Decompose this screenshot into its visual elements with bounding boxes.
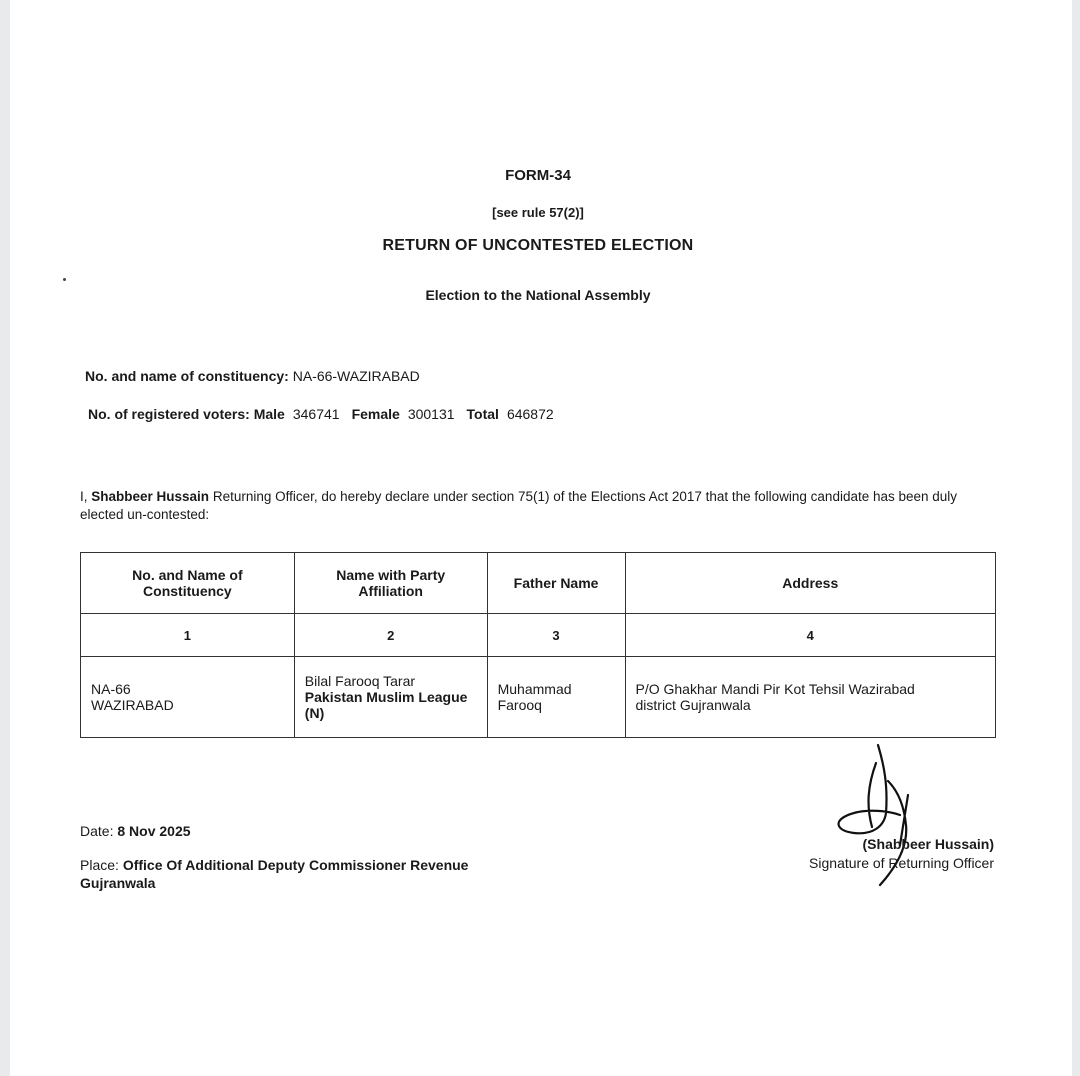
father-last-name: Farooq [497, 697, 542, 713]
cell-constituency [81, 657, 295, 738]
date-line [80, 823, 191, 839]
constituency-line [85, 368, 420, 384]
male-count: 346741 [292, 406, 340, 422]
form-heading: RETURN OF UNCONTESTED ELECTION [382, 237, 694, 254]
place-line [80, 856, 520, 892]
signature-label: Signature of Returning Officer [809, 855, 994, 871]
column-number: 3 [487, 614, 625, 657]
male-label: Male [253, 406, 285, 422]
constituency-name: WAZIRABAD [91, 697, 174, 713]
total-count: 646872 [506, 406, 554, 422]
declaration-paragraph [80, 488, 995, 524]
female-count: 300131 [407, 406, 455, 422]
declaration-text: Returning Officer, do hereby declare under section 75(1) of the Elections Act 2017 that the following candidate has been duly elected un-contested: [80, 489, 958, 522]
place-value: Office Of Additional Deputy Commissioner Revenue Gujranwala [80, 857, 469, 891]
voters-label: No. of registered voters: [88, 406, 250, 422]
table-number-row [81, 614, 996, 657]
form-rule-reference: [see rule 57(2)] [492, 205, 584, 220]
address-line-2: district Gujranwala [635, 697, 751, 713]
header-name-party: Name with Party Affiliation [294, 553, 487, 614]
constituency-value: NA-66-WAZIRABAD [292, 368, 420, 384]
signatory-name: (Shabbeer Hussain) [862, 836, 994, 852]
place-label: Place: [80, 857, 119, 873]
party-affiliation: Pakistan Muslim League (N) [304, 689, 468, 721]
address-line-1: P/O Ghakhar Mandi Pir Kot Tehsil Wazirabad [635, 681, 915, 697]
candidate-name: Bilal Farooq Tarar [304, 673, 416, 689]
date-value: 8 Nov 2025 [117, 823, 191, 839]
header-address: Address [625, 553, 996, 614]
cell-father-name [487, 657, 625, 738]
header-father-name: Father Name [487, 553, 625, 614]
officer-name: Shabbeer Hussain [91, 489, 210, 504]
scan-speck [63, 278, 66, 281]
table-header-row [81, 553, 996, 614]
table-row [81, 657, 996, 738]
constituency-label: No. and name of constituency: [85, 368, 289, 384]
form-number: FORM-34 [505, 167, 571, 184]
cell-candidate [294, 657, 487, 738]
column-number: 1 [81, 614, 295, 657]
document-page [10, 0, 1072, 1076]
column-number: 2 [294, 614, 487, 657]
constituency-code: NA-66 [91, 681, 131, 697]
cell-address [625, 657, 996, 738]
date-label: Date: [80, 823, 114, 839]
registered-voters-line [88, 406, 566, 422]
results-table [80, 552, 996, 738]
declaration-prefix: I, [80, 489, 92, 504]
total-label: Total [466, 406, 499, 422]
election-type: Election to the National Assembly [425, 287, 651, 303]
female-label: Female [351, 406, 400, 422]
column-number: 4 [625, 614, 996, 657]
father-first-name: Muhammad [497, 681, 572, 697]
handwritten-signature [828, 735, 938, 895]
header-constituency: No. and Name of Constituency [81, 553, 295, 614]
